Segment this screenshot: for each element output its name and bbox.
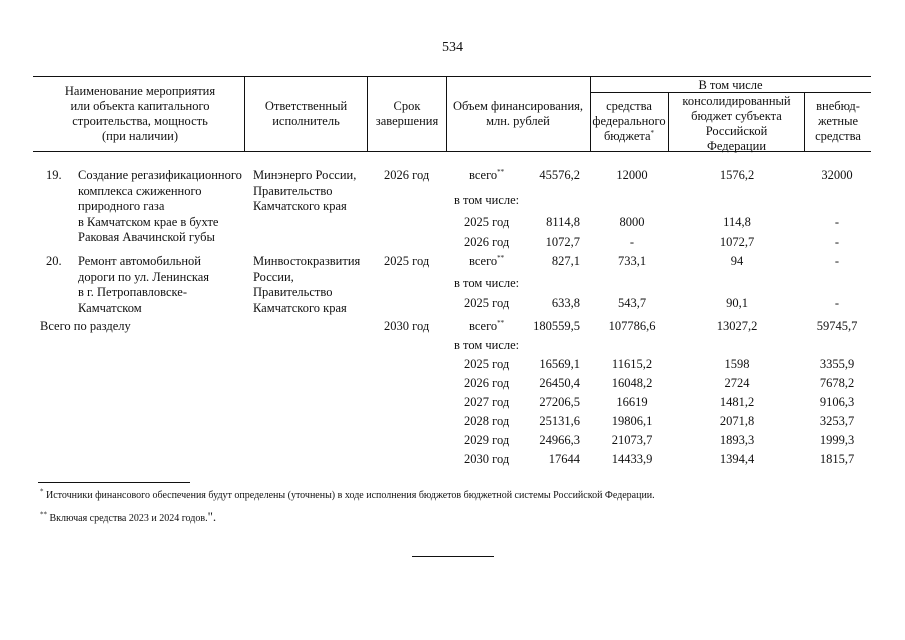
row-20-total-volume: 827,1 (551, 254, 580, 268)
summary-federal: 16048,2 (611, 376, 653, 390)
footnote-separator (38, 482, 190, 483)
summary-regional: 1394,4 (719, 452, 755, 466)
summary-regional: 2724 (724, 376, 750, 390)
row-20-total-extrabudget: - (834, 254, 840, 268)
row-19-total-volume: 45576,2 (539, 168, 580, 182)
summary-extrabudget: 7678,2 (819, 376, 855, 390)
summary-extrabudget: 1815,7 (819, 452, 855, 466)
row-19-regional: 114,8 (723, 215, 751, 229)
summary-federal: 19806,1 (611, 414, 653, 428)
row-20-executor: Минвостокразвития России, Правительство Камчатского края (253, 254, 361, 315)
row-19-volume: 1072,7 (545, 235, 580, 249)
header-executor: Ответственный исполнитель (264, 99, 348, 128)
header-name: Наименование мероприятия или объекта капитального строительства, мощность (при наличии) (64, 84, 216, 143)
summary-total-label: всего** (469, 318, 505, 333)
table-top-rule (33, 76, 871, 77)
summary-regional: 1481,2 (719, 395, 755, 409)
row-20-term: 2025 год (384, 254, 430, 268)
header-federal: средства федерального бюджета* (592, 99, 666, 143)
summary-federal: 16619 (616, 395, 648, 409)
row-20-extrabudget: - (834, 296, 840, 310)
row-19-year: 2025 год (464, 215, 510, 229)
summary-extrabudget: 9106,3 (819, 395, 855, 409)
summary-year: 2025 год (464, 357, 510, 371)
row-20-total-label: всего** (469, 253, 505, 268)
header-extrabudget: внебюд- жетные средства (815, 99, 861, 143)
row-20-name: Ремонт автомобильной дороги по ул. Ленинская в г. Петропавловске- Камчатском (78, 254, 210, 315)
summary-year: 2030 год (464, 452, 510, 466)
page-number: 534 (442, 40, 463, 55)
row-19-regional: 1072,7 (719, 235, 755, 249)
footnote-1: * Источники финансового обеспечения будут определены (уточнены) в ходе исполнения бюджетов бюджетной системы Российской Федерации. (40, 487, 655, 501)
row-20-volume: 633,8 (551, 296, 580, 310)
row-19-sub-label: в том числе: (454, 193, 520, 207)
row-19-extrabudget: - (834, 235, 840, 249)
summary-volume: 16569,1 (539, 357, 580, 371)
summary-year: 2026 год (464, 376, 510, 390)
summary-volume: 26450,4 (539, 376, 580, 390)
summary-year: 2028 год (464, 414, 510, 428)
row-19-total-regional: 1576,2 (719, 168, 755, 182)
summary-regional: 1893,3 (719, 433, 755, 447)
row-19-term: 2026 год (384, 168, 430, 182)
row-19-federal: 8000 (619, 215, 645, 229)
summary-year: 2029 год (464, 433, 510, 447)
row-19-volume: 8114,8 (546, 215, 580, 229)
row-20-number: 20. (46, 254, 62, 268)
summary-total-federal: 107786,6 (608, 319, 656, 333)
row-19-total-extrabudget: 32000 (821, 168, 853, 182)
row-20-sub-label: в том числе: (454, 276, 520, 290)
summary-total-regional: 13027,2 (716, 319, 758, 333)
summary-extrabudget: 3253,7 (819, 414, 855, 428)
row-20-year: 2025 год (464, 296, 510, 310)
summary-label: Всего по разделу (40, 319, 131, 333)
summary-year: 2027 год (464, 395, 510, 409)
row-20-federal: 543,7 (617, 296, 647, 310)
summary-volume: 25131,6 (539, 414, 580, 428)
row-19-executor: Минэнерго России, Правительство Камчатского края (253, 168, 357, 213)
summary-sub-label: в том числе: (454, 338, 520, 352)
summary-federal: 11615,2 (611, 357, 653, 371)
header-volume: Объем финансирования, млн. рублей (452, 99, 584, 128)
row-19-year: 2026 год (464, 235, 510, 249)
summary-extrabudget: 3355,9 (819, 357, 855, 371)
page-end-rule (412, 556, 494, 557)
footnote-2: ** Включая средства 2023 и 2024 годов.". (40, 509, 217, 524)
header-regional: консолидированный бюджет субъекта Российской Федерации (682, 94, 791, 153)
row-19-number: 19. (46, 168, 62, 182)
summary-federal: 14433,9 (611, 452, 653, 466)
row-20-total-regional: 94 (730, 254, 744, 268)
summary-regional: 1598 (724, 357, 750, 371)
row-19-name: Создание регазификационного комплекса сжиженного природного газа в Камчатском крае в бухте Раковая Авачинской губы (78, 168, 242, 244)
row-19-total-label: всего** (469, 167, 505, 182)
row-20-total-federal: 733,1 (617, 254, 647, 268)
row-19-federal: - (629, 235, 635, 249)
summary-regional: 2071,8 (719, 414, 755, 428)
summary-federal: 21073,7 (611, 433, 653, 447)
header-term: Срок завершения (375, 99, 439, 128)
summary-total-volume: 180559,5 (533, 319, 580, 333)
header-group: В том числе (698, 78, 763, 92)
row-20-regional: 90,1 (726, 296, 748, 310)
summary-term: 2030 год (384, 319, 430, 333)
summary-extrabudget: 1999,3 (819, 433, 855, 447)
row-19-total-federal: 12000 (616, 168, 648, 182)
summary-volume: 17644 (548, 452, 580, 466)
summary-total-extrabudget: 59745,7 (816, 319, 858, 333)
row-19-extrabudget: - (834, 215, 840, 229)
col-divider (244, 76, 245, 151)
summary-volume: 24966,3 (539, 433, 580, 447)
summary-volume: 27206,5 (539, 395, 580, 409)
